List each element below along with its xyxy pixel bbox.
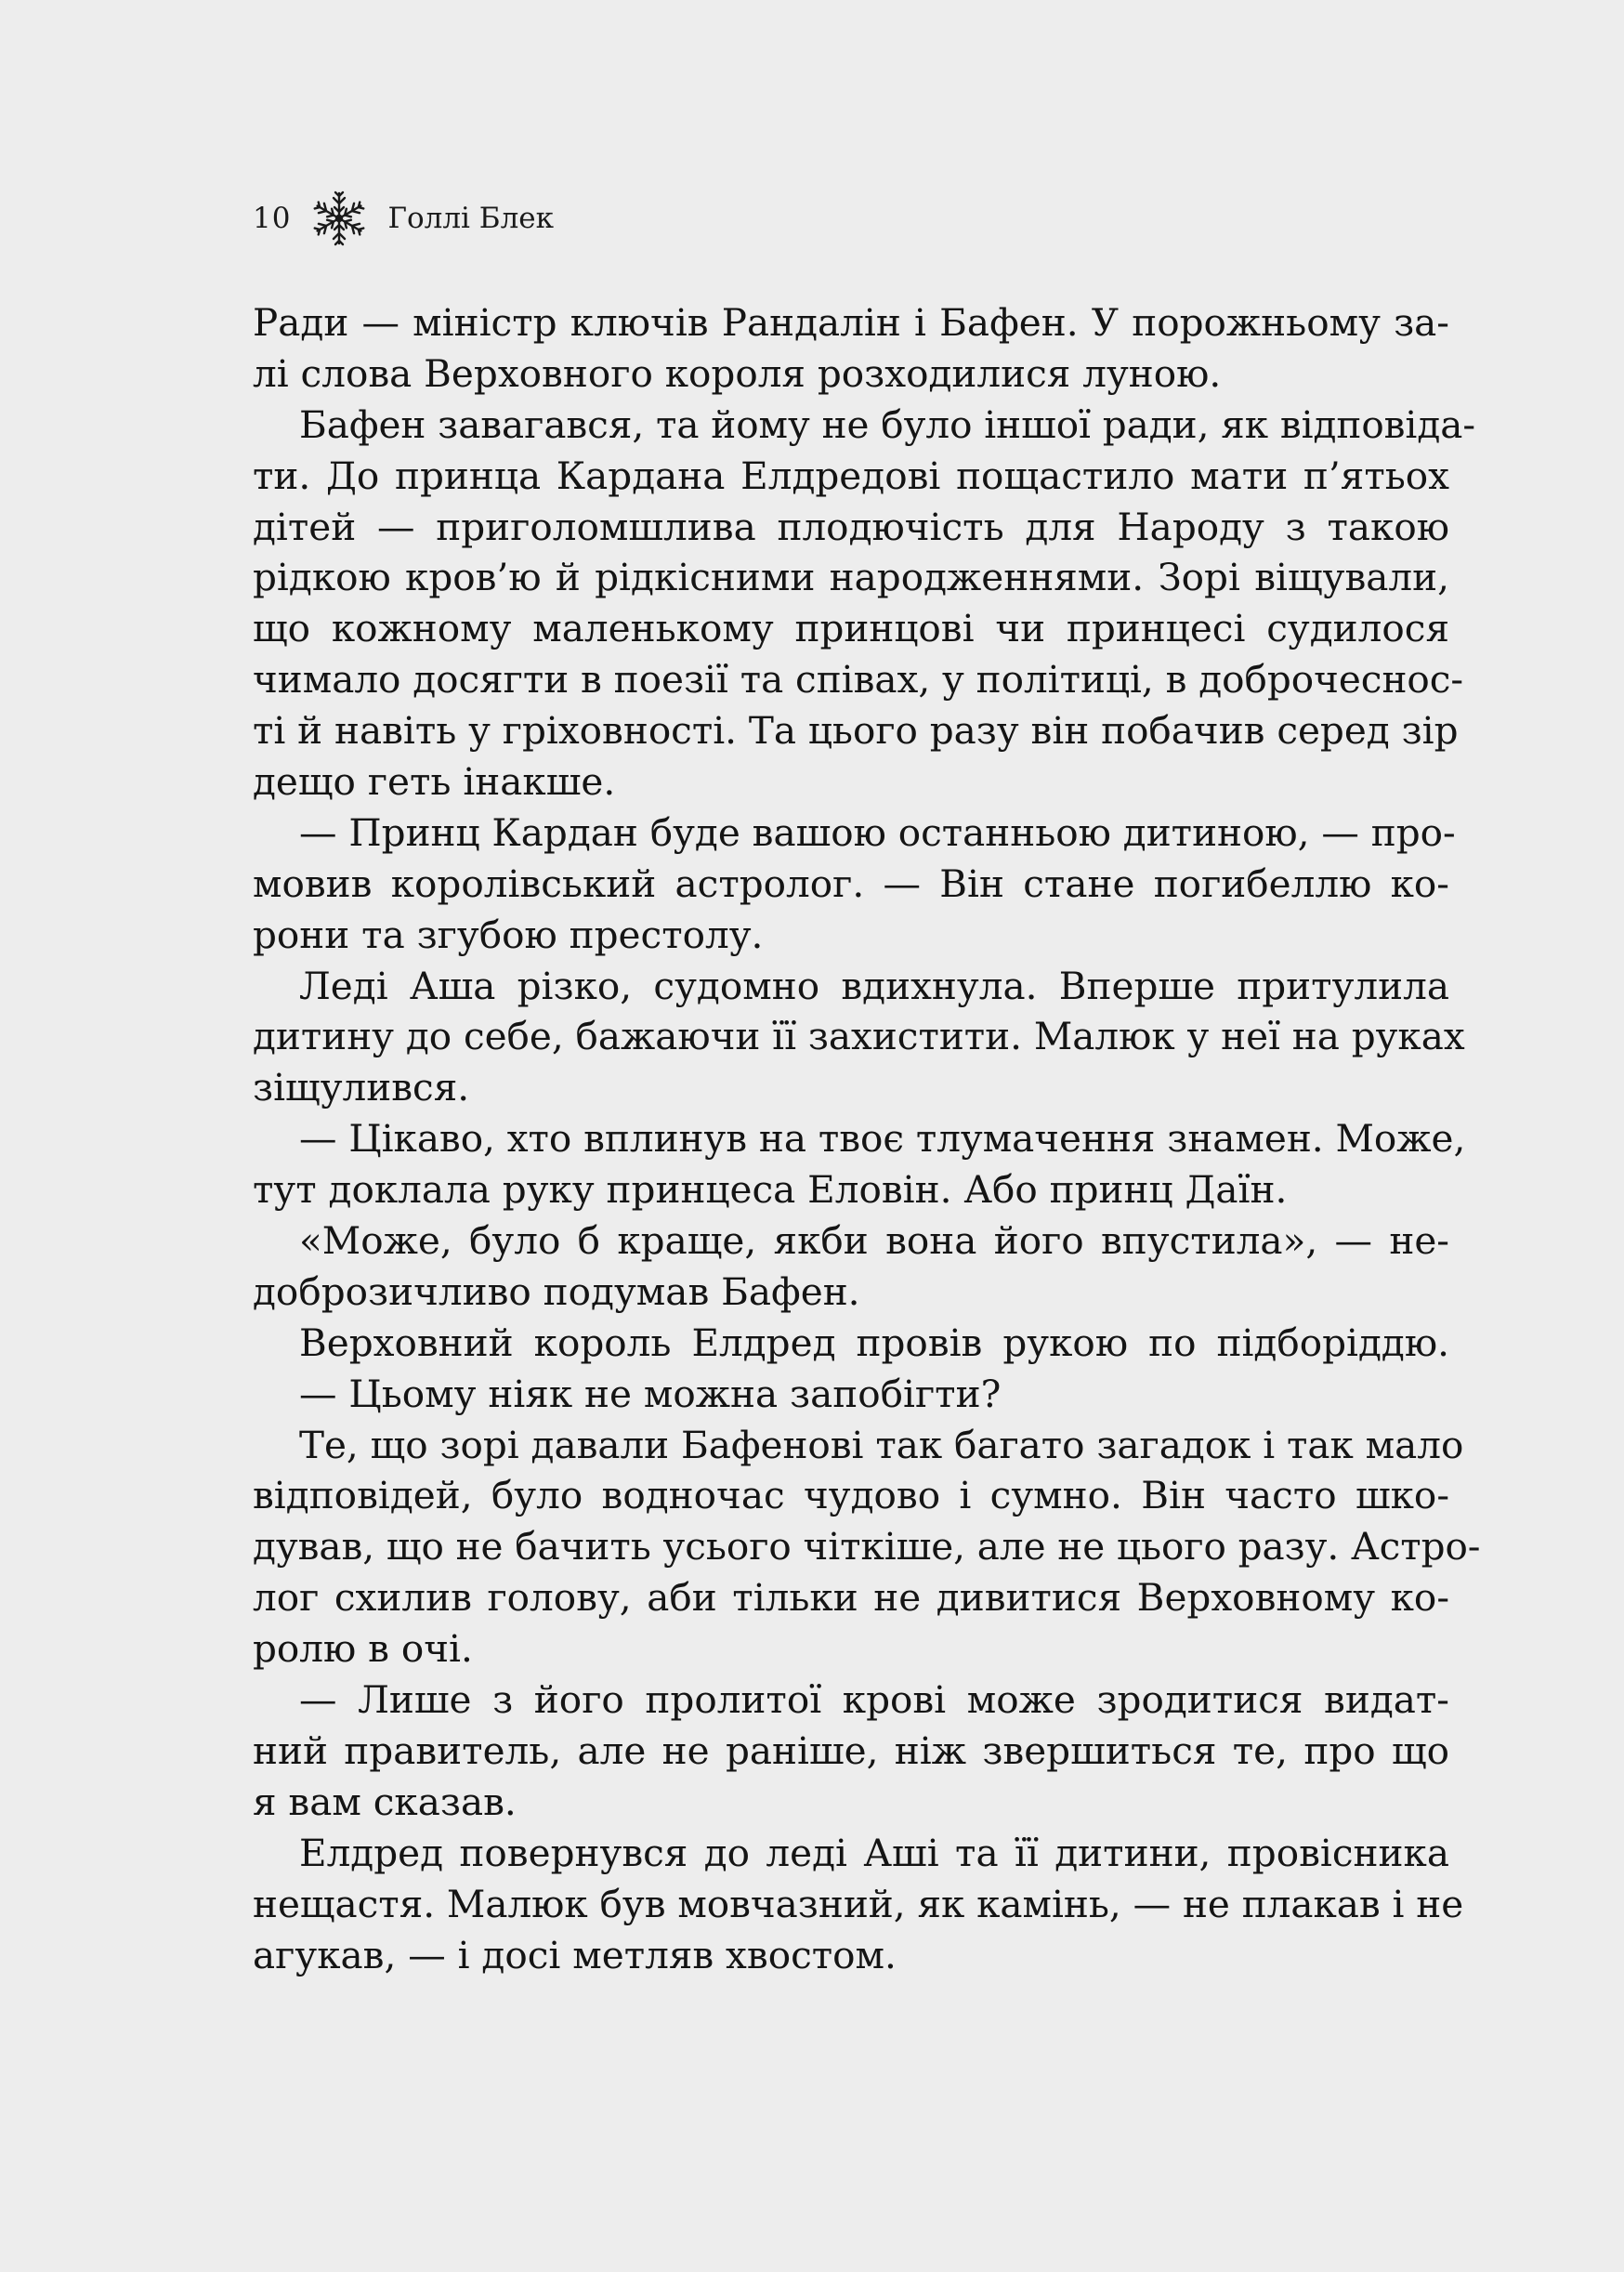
text-line: Верховний король Елдред провів рукою по підборіддю.: [299, 1320, 1449, 1365]
text-line: Елдред повернувся до леді Аші та її дитини, провісника: [299, 1830, 1449, 1875]
text-line: рідкою кров’ю й рідкісними народженнями. Зорі віщували,: [253, 555, 1449, 600]
text-line: дещо геть інакше.: [253, 759, 616, 805]
text-line: агукав, — і досі метляв хвостом.: [253, 1932, 897, 1977]
text-line: дітей — приголомшлива плодючість для Народу з такою: [253, 504, 1449, 549]
text-line: чимало досягти в поезії та співах, у політиці, в доброчеснос-: [253, 657, 1464, 703]
text-line: Бафен завагався, та йому не було іншої ради, як відповіда-: [299, 401, 1475, 447]
author-name: Голлі Блек: [387, 202, 554, 235]
text-line: нещастя. Малюк був мовчазний, як камінь, — не плакав і не: [253, 1881, 1464, 1926]
text-line: доброзичливо подумав Бафен.: [253, 1268, 860, 1314]
text-line: дитину до себе, бажаючи її захистити. Малюк у неї на руках: [253, 1014, 1465, 1059]
text-line: Те, що зорі давали Бафенові так багато загадок і так мало: [299, 1422, 1464, 1467]
text-line: — Принц Кардан буде вашою останньою дитиною, — про-: [299, 809, 1456, 855]
text-line: — Лише з його пролитої крові може зродитися видат-: [299, 1677, 1449, 1723]
text-line: ти. До принца Кардана Елдредові пощастило мати п’ятьох: [253, 453, 1449, 498]
text-line: мовив королівський астролог. — Він стане погибеллю ко-: [253, 860, 1449, 906]
text-line: — Цікаво, хто вплинув на твоє тлумачення знамен. Може,: [299, 1116, 1466, 1162]
text-line: Ради — міністр ключів Рандалін і Бафен. У порожньому за-: [253, 300, 1449, 345]
text-line: я вам сказав.: [253, 1779, 517, 1824]
page-number: 10: [253, 202, 292, 235]
text-line: ний правитель, але не раніше, ніж звершиться те, про що: [253, 1727, 1449, 1773]
text-line: відповідей, було водночас чудово і сумно. Він часто шко-: [253, 1473, 1449, 1518]
text-line: Леді Аша різко, судомно вдихнула. Вперше притулила: [299, 963, 1449, 1008]
text-line: що кожному маленькому принцові чи принцесі судилося: [253, 606, 1449, 651]
text-line: зіщулився.: [253, 1065, 470, 1110]
text-line: дував, що не бачить усього чіткіше, але не цього разу. Астро-: [253, 1524, 1481, 1569]
text-line: рони та згубою престолу.: [253, 912, 764, 957]
text-line: — Цьому ніяк не можна запобігти?: [299, 1371, 1002, 1416]
text-line: «Може, було б краще, якби вона його впустила», — не-: [299, 1218, 1449, 1264]
text-line: лог схилив голову, аби тільки не дивитися Верховному ко-: [253, 1575, 1449, 1621]
text-line: лі слова Верховного короля розходилися луною.: [253, 350, 1222, 396]
body-text: [253, 297, 1481, 1980]
snowflake-icon: [311, 190, 367, 246]
text-line: ті й навіть у гріховності. Та цього разу він побачив серед зір: [253, 708, 1459, 754]
text-line: ролю в очі.: [253, 1626, 473, 1672]
running-head: [253, 190, 554, 246]
text-line: тут доклала руку принцеса Еловін. Або принц Даїн.: [253, 1167, 1288, 1213]
